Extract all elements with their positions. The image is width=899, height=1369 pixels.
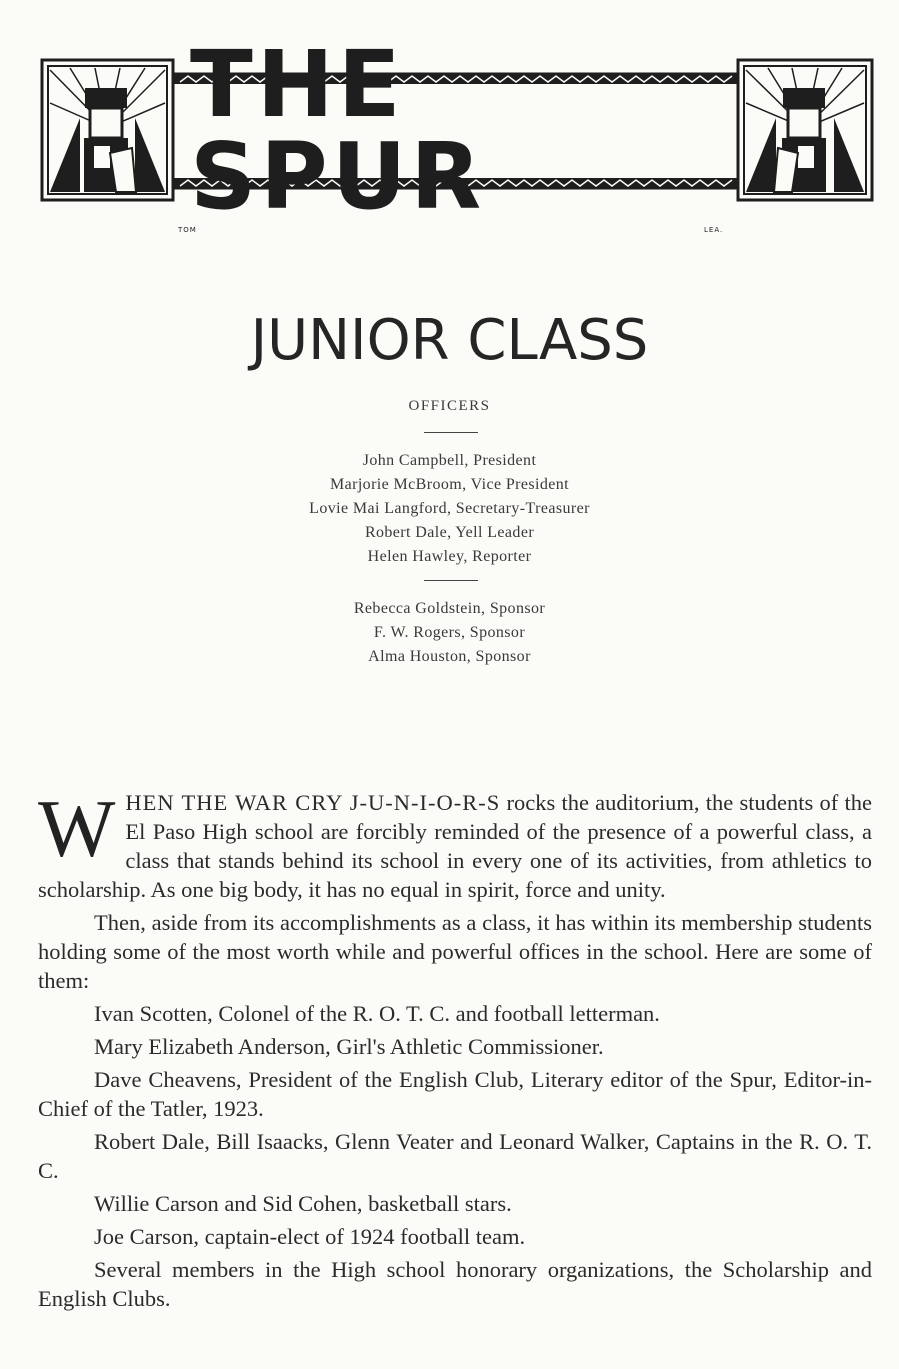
lead-rest: rocks the auditorium, the students of the El Paso High school are forcibly reminded of the presence of a powerful class, a class that stands behind its school in every one of its activities, from athletics to scholarship. As one big body, it has no equal in spirit, force and unity.	[38, 790, 872, 902]
officer-entry: John Campbell, President	[362, 452, 537, 469]
article-paragraph: Dave Cheavens, President of the English Club, Literary editor of the Spur, Editor-in-Chief of the Tatler, 1923.	[38, 1067, 872, 1121]
page-title: JUNIOR CLASS	[250, 308, 649, 373]
article-paragraph: Ivan Scotten, Colonel of the R. O. T. C. and football letterman.	[94, 1001, 660, 1026]
officers-heading: OFFICERS	[408, 398, 491, 414]
spur-banner	[40, 31, 874, 234]
drop-cap: W	[38, 783, 116, 874]
divider	[424, 580, 478, 581]
officer-entry: Robert Dale, Yell Leader	[364, 524, 535, 541]
sponsors-list	[0, 597, 899, 669]
officer-entry: Lovie Mai Langford, Secretary-Treasurer	[309, 500, 590, 517]
sponsor-entry: Rebecca Goldstein, Sponsor	[353, 600, 546, 617]
sponsor-entry: F. W. Rogers, Sponsor	[373, 624, 526, 641]
article-paragraph: Several members in the High school honorary organizations, the Scholarship and English Clubs.	[38, 1257, 872, 1311]
officer-entry: Marjorie McBroom, Vice President	[329, 476, 570, 493]
artist-signature-left: TOM	[178, 226, 197, 234]
artist-signature-right: LEA.	[704, 226, 724, 234]
article-paragraph: Willie Carson and Sid Cohen, basketball stars.	[94, 1191, 512, 1216]
article-paragraph: Joe Carson, captain-elect of 1924 football team.	[94, 1224, 526, 1249]
article-paragraph: Robert Dale, Bill Isaacks, Glenn Veater and Leonard Walker, Captains in the R. O. T. C.	[38, 1129, 872, 1183]
article-body	[38, 783, 872, 1313]
lead-caps: HEN THE WAR CRY J-U-N-I-O-R-S	[125, 790, 501, 815]
article-paragraph: Then, aside from its accomplishments as a class, it has within its membership students holding some of the most worth while and powerful offices in the school. Here are some of them:	[38, 910, 872, 993]
divider	[424, 432, 478, 433]
banner-title: THE SPUR	[190, 31, 486, 230]
left-figure-panel	[42, 60, 173, 200]
article-lead-paragraph	[38, 783, 872, 904]
article-paragraph: Mary Elizabeth Anderson, Girl's Athletic Commissioner.	[94, 1034, 604, 1059]
officers-list	[0, 449, 899, 569]
officer-entry: Helen Hawley, Reporter	[367, 548, 532, 565]
sponsor-entry: Alma Houston, Sponsor	[368, 648, 531, 665]
right-figure-panel	[738, 60, 872, 200]
